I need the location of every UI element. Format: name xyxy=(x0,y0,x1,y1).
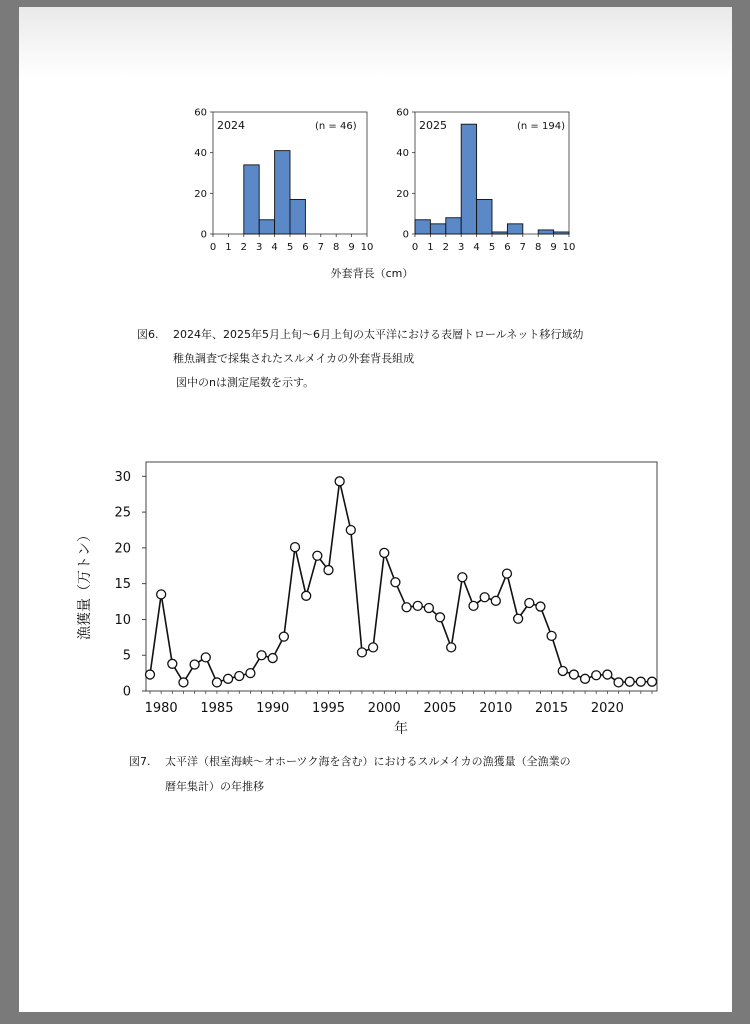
x-tick-label: 2 xyxy=(442,242,449,253)
data-point xyxy=(302,591,311,600)
data-point xyxy=(491,596,500,605)
data-point xyxy=(369,643,378,652)
data-point xyxy=(402,603,411,612)
data-point xyxy=(636,677,645,686)
sample-size-label: (n = 194) xyxy=(517,121,565,132)
data-point xyxy=(257,651,266,660)
y-tick-label: 60 xyxy=(194,107,207,119)
x-tick-label: 0 xyxy=(209,242,217,253)
figure-6-caption-line: 稚魚調査で採集されたスルメイカの外套背長組成 xyxy=(173,352,415,365)
data-point xyxy=(291,543,300,552)
x-tick-label: 2 xyxy=(240,242,247,253)
y-tick-label: 40 xyxy=(194,148,207,160)
x-tick-label: 5 xyxy=(488,242,496,253)
data-point xyxy=(569,670,578,679)
data-point xyxy=(502,569,511,578)
x-tick-label: 0 xyxy=(411,242,419,253)
y-tick-label: 0 xyxy=(402,229,409,241)
y-tick-label: 5 xyxy=(122,648,131,664)
figure-7-caption-label: 図7. xyxy=(129,755,151,768)
plot-frame xyxy=(146,462,657,691)
figure-6-xlabel: 外套背長（cm） xyxy=(330,267,414,280)
data-point xyxy=(424,603,433,612)
data-point xyxy=(313,551,322,560)
data-point xyxy=(179,678,188,687)
y-tick-label: 60 xyxy=(396,107,409,119)
x-tick-label: 3 xyxy=(256,242,263,253)
data-point xyxy=(514,614,523,623)
data-point xyxy=(547,631,556,640)
data-point xyxy=(581,674,590,683)
x-tick-label: 3 xyxy=(458,242,465,253)
x-tick-label: 1995 xyxy=(311,701,346,716)
catch-series-line xyxy=(150,481,652,682)
y-tick-label: 40 xyxy=(396,148,409,160)
data-point xyxy=(592,671,601,680)
y-tick-label: 20 xyxy=(194,188,207,200)
y-tick-label: 20 xyxy=(114,541,131,557)
figure-6-caption-line: 2024年、2025年5月上旬～6月上旬の太平洋における表層トロールネット移行域幼 xyxy=(173,328,584,341)
y-tick-label: 10 xyxy=(114,612,131,628)
x-tick-label: 8 xyxy=(333,242,340,253)
document-page xyxy=(19,7,732,1012)
x-tick-label: 4 xyxy=(271,242,278,253)
data-point xyxy=(190,660,199,669)
line-chart-body xyxy=(114,462,657,716)
x-tick-label: 1 xyxy=(427,242,434,253)
data-point xyxy=(201,653,210,662)
data-point xyxy=(436,613,445,622)
x-tick-label: 2000 xyxy=(367,701,401,716)
data-point xyxy=(268,654,277,663)
y-tick-label: 20 xyxy=(396,188,409,200)
figure-6-caption-line: 図中のnは測定尾数を示す。 xyxy=(176,376,315,389)
data-point xyxy=(480,593,489,602)
x-tick-label: 6 xyxy=(302,242,309,253)
panel-year-label: 2024 xyxy=(217,119,245,132)
data-point xyxy=(335,477,344,486)
figure-7-xlabel: 年 xyxy=(394,721,408,737)
sample-size-label: (n = 46) xyxy=(315,121,357,132)
data-point xyxy=(469,601,478,610)
y-tick-label: 0 xyxy=(200,229,207,241)
y-tick-label: 30 xyxy=(114,469,131,485)
x-tick-label: 2010 xyxy=(479,701,513,716)
data-point xyxy=(380,548,389,557)
y-tick-label: 15 xyxy=(114,577,131,593)
data-point xyxy=(603,670,612,679)
data-point xyxy=(614,678,623,687)
x-tick-label: 1990 xyxy=(256,701,290,716)
x-tick-label: 10 xyxy=(562,242,576,253)
x-tick-label: 7 xyxy=(317,242,324,253)
data-point xyxy=(146,670,155,679)
x-tick-label: 8 xyxy=(535,242,542,253)
x-tick-label: 2020 xyxy=(590,701,624,716)
data-point xyxy=(346,525,355,534)
data-point xyxy=(357,648,366,657)
figure-7-line-chart xyxy=(19,7,732,767)
x-tick-label: 1 xyxy=(225,242,232,253)
data-point xyxy=(246,669,255,678)
panel-year-label: 2025 xyxy=(419,119,447,132)
x-tick-label: 1980 xyxy=(144,701,178,716)
data-point xyxy=(212,678,221,687)
data-point xyxy=(224,674,233,683)
data-point xyxy=(536,602,545,611)
data-point xyxy=(157,590,166,599)
figure-7-caption-line: 暦年集計）の年推移 xyxy=(165,780,264,793)
figure-7-caption xyxy=(129,750,709,806)
x-tick-label: 1985 xyxy=(200,701,234,716)
x-tick-label: 9 xyxy=(348,242,355,253)
data-point xyxy=(625,677,634,686)
y-tick-label: 25 xyxy=(114,505,131,521)
figure-7-ylabel: 漁獲量（万トン） xyxy=(77,528,93,640)
data-point xyxy=(447,643,456,652)
data-point xyxy=(324,566,333,575)
data-point xyxy=(168,659,177,668)
data-point xyxy=(525,598,534,607)
x-tick-label: 7 xyxy=(519,242,526,253)
data-point xyxy=(235,671,244,680)
x-tick-label: 2005 xyxy=(423,701,457,716)
data-point xyxy=(558,666,567,675)
data-point xyxy=(279,632,288,641)
y-tick-label: 0 xyxy=(122,684,131,700)
x-tick-label: 2015 xyxy=(535,701,569,716)
x-tick-label: 6 xyxy=(504,242,511,253)
figure-6-caption-label: 図6. xyxy=(137,328,159,341)
data-point xyxy=(391,578,400,587)
x-tick-label: 9 xyxy=(550,242,557,253)
x-tick-label: 10 xyxy=(360,242,374,253)
data-point xyxy=(413,601,422,610)
x-tick-label: 4 xyxy=(473,242,480,253)
data-point xyxy=(458,573,467,582)
data-point xyxy=(648,677,657,686)
figure-7-caption-line: 太平洋（根室海峡～オホーツク海を含む）におけるスルメイカの漁獲量（全漁業の xyxy=(165,755,571,768)
x-tick-label: 5 xyxy=(286,242,294,253)
